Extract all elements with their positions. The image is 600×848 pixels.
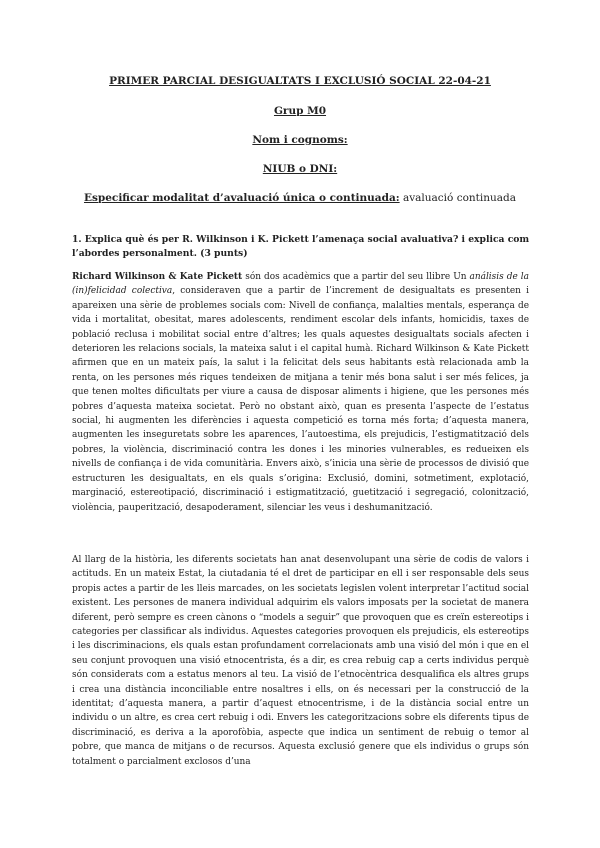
evaluation-mode-value: avaluació continuada [399, 192, 517, 204]
answer-paragraph-1 [72, 270, 529, 515]
id-field-label: NIUB o DNI: [262, 163, 338, 175]
question-1: 1. Explica què és per R. Wilkinson i K. Pickett l’amenaça social avaluativa? i explica com l’abordes personalment. (3 punts) [72, 234, 530, 259]
evaluation-mode-line [0, 191, 600, 205]
p1-text-a: són dos acadèmics que a partir del seu llibre Un [242, 272, 470, 282]
exam-title: PRIMER PARCIAL DESIGUALTATS I EXCLUSIÓ SOCIAL 22-04-21 [109, 75, 491, 87]
p1-text-b: , consideraven que a partir de l’increment de desigualtats es presenten i apareixen una sèrie de problemes socials com: Nivell de confiança, malalties mentals, esperança de vida i mortalitat, obesitat, mares adolescents, rendiment escolar dels infants, homicidis, taxes de població reclusa i mobilitat social entre d’altres; les quals aquestes desigualtats socials afecten i deterioren les relacions socials, la mateixa salut i el capital humà. Richard Wilkinson & Kate Pickett afirmen que en un mateix país, la salut i la felicitat dels seus habitants està relacionada amb la renta, on les persones més riques tendeixen de mitjana a tenir més bona salut i ser més felices, ja que tenen moltes dificultats per viure a causa de disposar aliments i higiene, que les persones més pobres d’aquesta mateixa societat. Però no obstant això, quan es presenta l’aspecte de l’estatus social, hi augmenten les diferències i aquesta competició es torna més forta; d’aquesta manera, augmenten les inseguretats sobre les aparences, l’autoestima, els prejudicis, l’estigmatització dels pobres, la violència, discriminació contra les dones i les minories vulnerables, es redueixen els nivells de confiança i de vida comunitària. Envers això, s’inicia una sèrie de processos de divisió que estructuren les desigualtats, en els quals s’origina: Exclusió, domini, sotmetiment, explotació, marginació, estereotipació, discriminació i estigmatització, guetització i segregació, colonització, violència, pauperització, desapoderament, silenciar les veus i deshumanització. [72, 286, 529, 513]
authors-name: Richard Wilkinson & Kate Pickett [72, 272, 243, 282]
answer-paragraph-2: Al llarg de la història, les diferents societats han anat desenvolupant una sèrie de codis de valors i actituds. En un mateix Estat, la ciutadania té el dret de participar en ell i ser responsable dels seus propis actes a partir de les lleis marcades, on les societats legislen volent interpretar l’actitud social existent. Les persones de manera individual adquirim els valors imposats per la societat de manera diferent, però sempre es creen cànons o “models a seguir” que provoquen que es creïn estereotips i categories per classificar als individus. Aquestes categories provoquen els prejudicis, els estereotips i les discriminacions, els quals estan profundament correlacionats amb una visió del món i que en el seu conjunt provoquen una visió etnocentrista, és a dir, es crea rebuig cap a certs individus perquè són considerats com a estatus menors al teu. La visió de l’etnocèntrica desqualifica els altres grups i crea una distància inconciliable entre nosaltres i ells, on és necessari per la construcció de la identitat; d’aquesta manera, a partir d’aquest etnocentrisme, i de la distància social entre un individu o un altre, es crea cert rebuig i odi. Envers les categoritzacions sobre els diferents tipus de discriminació, es deriva a la aporofòbia, aspecte que indica un sentiment de rebuig o temor al pobre, que manca de mitjans o de recursos. Aquesta exclusió genere que els individus o grups són totalment o parcialment exclosos d’una [72, 555, 529, 767]
name-field-label: Nom i cognoms: [252, 134, 348, 146]
evaluation-mode-label: Especificar modalitat d’avaluació única o continuada: [83, 192, 400, 204]
book-title: análisis de la (in)felicidad colectiva [72, 272, 529, 297]
group-label: Grup M0 [273, 105, 327, 117]
